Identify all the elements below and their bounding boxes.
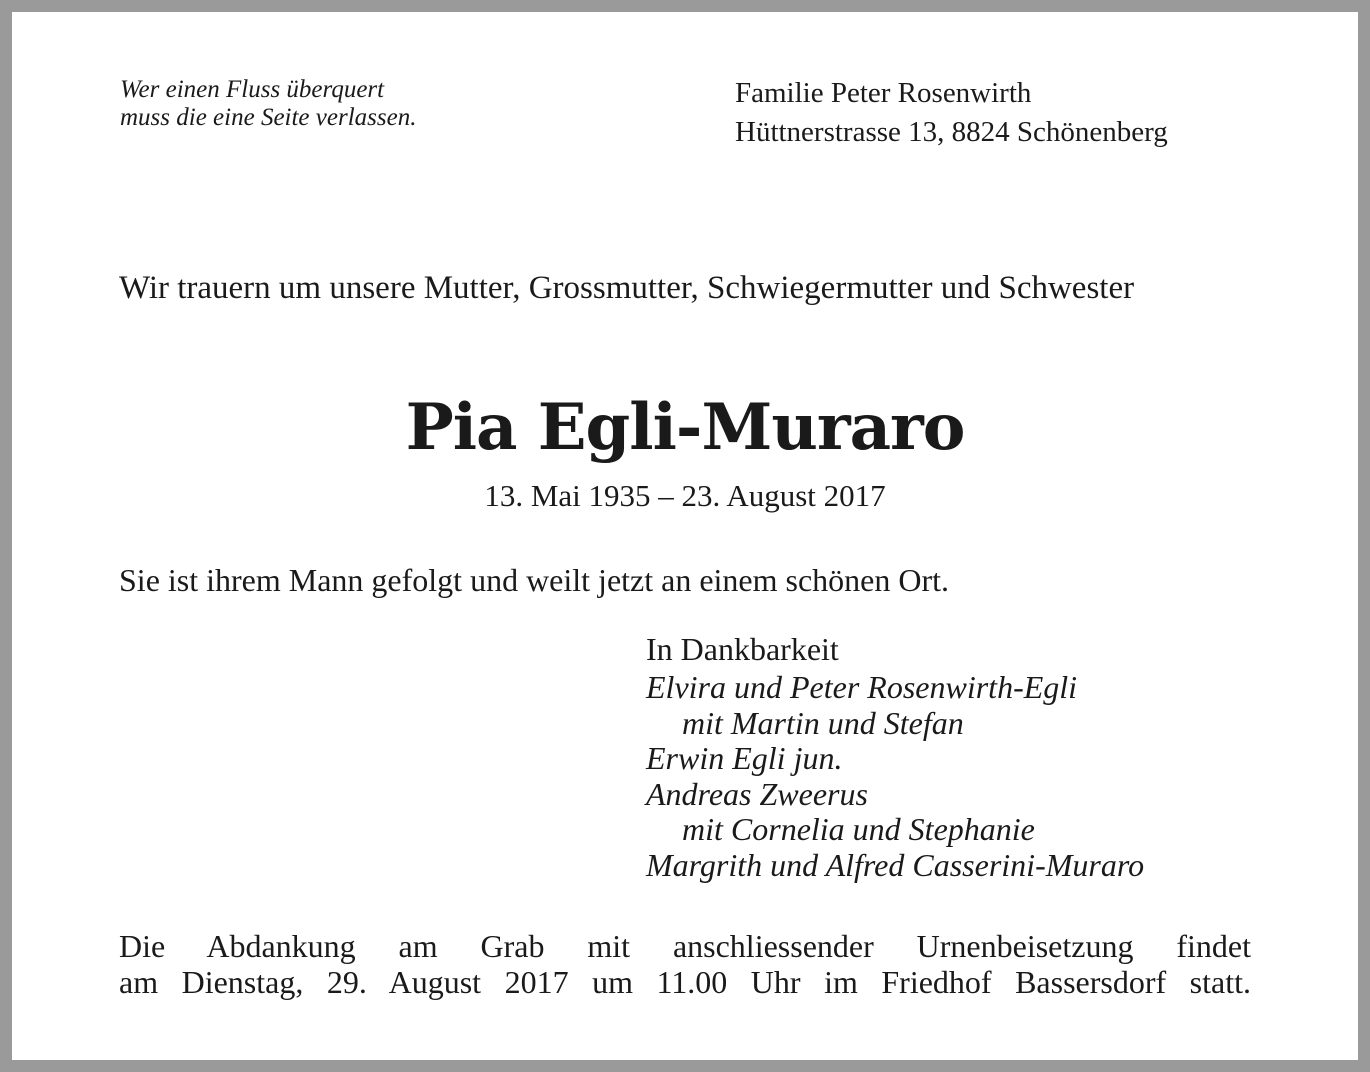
service-line: am Dienstag, 29. August 2017 um 11.00 Uhr im Friedhof Bassersdorf statt. (119, 964, 1251, 1000)
life-dates: 13. Mai 1935 – 23. August 2017 (484, 478, 886, 513)
mourner-line: Elvira und Peter Rosenwirth-Egli (646, 669, 1078, 705)
service-info (119, 928, 1251, 1000)
mourner-line: mit Cornelia und Stephanie (682, 811, 1035, 847)
deceased-name: Pia Egli-Muraro (405, 390, 965, 465)
obituary-notice (12, 12, 1358, 1060)
motto-line: muss die eine Seite verlassen. (120, 104, 417, 131)
sender-name: Familie Peter Rosenwirth (735, 77, 1032, 109)
mourner-line: Andreas Zweerus (646, 775, 868, 812)
mourners-heading: In Dankbarkeit (646, 631, 839, 667)
mourner-line: mit Martin und Stefan (682, 704, 964, 741)
motto-quote (120, 76, 416, 132)
mourner-line: Margrith und Alfred Casserini-Muraro (646, 846, 1145, 883)
mourner-line: Erwin Egli jun. (646, 740, 843, 776)
motto-line: Wer einen Fluss überquert (120, 76, 385, 103)
mourners-list (646, 630, 1144, 883)
sender-address (735, 74, 1168, 152)
intro-text: Wir trauern um unsere Mutter, Grossmutter, Schwiegermutter und Schwester (119, 270, 1135, 306)
sender-street: Hüttnerstrasse 13, 8824 Schönenberg (735, 116, 1168, 148)
service-line: Die Abdankung am Grab mit anschliessender Urnenbeisetzung findet (119, 928, 1251, 964)
statement-text: Sie ist ihrem Mann gefolgt und weilt jetzt an einem schönen Ort. (119, 562, 950, 598)
